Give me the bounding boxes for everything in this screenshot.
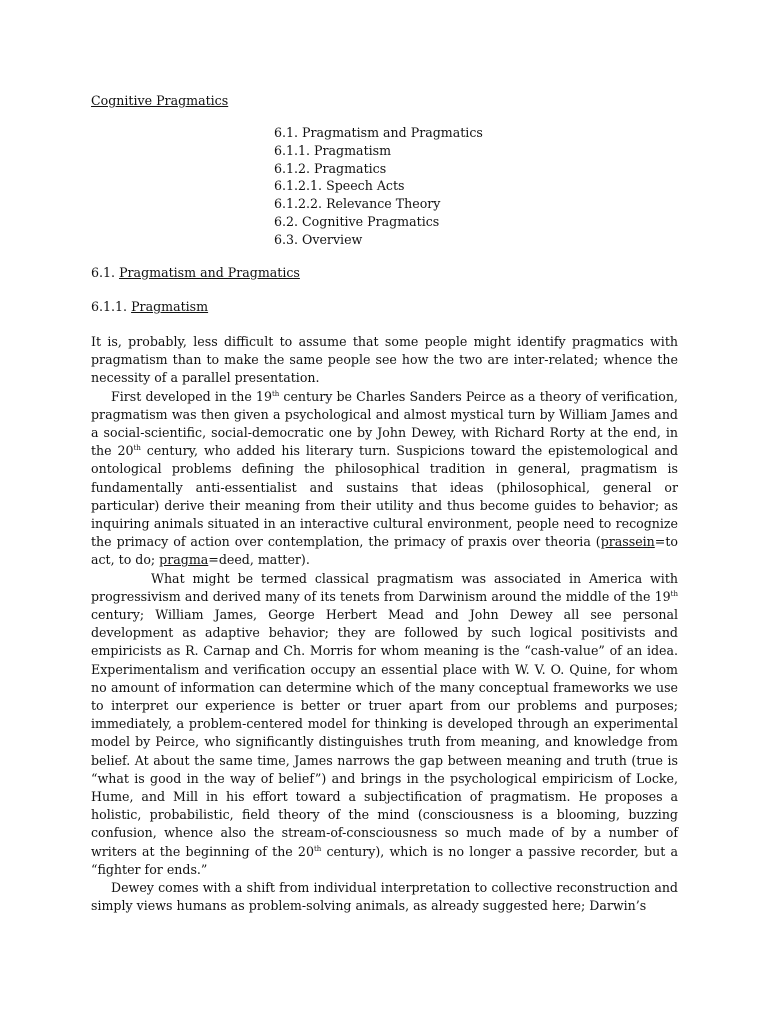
toc-entry: 6.1.2.2. Relevance Theory	[274, 196, 441, 212]
section-heading-6-1-1	[91, 298, 678, 316]
ordinal-suffix: th	[670, 589, 678, 598]
text-run: century), which is no longer a passive recorder, but a “fighter for ends.”	[91, 843, 678, 877]
section-number: 6.1.1.	[91, 298, 128, 314]
body-paragraph-4: Dewey comes with a shift from individual interpretation to collective reconstruction and simply views humans as problem-solving animals, as already suggested here; Darwin’s	[91, 880, 678, 914]
section-title: Pragmatism	[131, 298, 209, 314]
body-paragraph-1: It is, probably, less difficult to assume that some people might identify pragmatics with pragmatism than to make the same people see how the two are inter-related; whence the necessity of a parallel presentation.	[91, 333, 678, 386]
section-number: 6.1.	[91, 264, 116, 280]
greek-term-pragma: pragma	[159, 552, 209, 568]
text-run: What might be termed classical pragmatism was associated in America with progressivism and derived many of its tenets from Darwinism around the middle of the 19	[91, 570, 678, 604]
toc-entry: 6.1.2.1. Speech Acts	[274, 178, 405, 194]
text-run: =to act, to do;	[91, 534, 678, 568]
body-paragraph-2	[91, 388, 678, 570]
toc-entry: 6.2. Cognitive Pragmatics	[274, 213, 440, 229]
table-of-contents	[274, 124, 678, 249]
toc-entry: 6.1.2. Pragmatics	[274, 160, 387, 176]
toc-entry: 6.1.1. Pragmatism	[274, 142, 392, 158]
text-run: century be Charles Sanders Peirce as a theory of verification, pragmatism was then given a psychological and almost mystical turn by William James and a social-scientific, social-democratic one by John Dewey, with Richard Rorty at the end, in the 20	[91, 388, 678, 459]
body-paragraph-3	[91, 570, 678, 879]
section-heading-6-1	[91, 264, 678, 282]
text-run: century; William James, George Herbert Mead and John Dewey all see personal development as adaptive behavior; they are followed by such logical positivists and empiricists as R. Carnap and Ch. Morris for whom meaning is the “cash-value” of an idea. Experimentalism and verification occupy an essential place with W. V. O. Quine, for whom no amount of information can determine which of the many conceptual frameworks we use to interpret our experience is better or truer apart from our problems and purposes; immediately, a problem-centered model for thinking is developed through an experimental model by Peirce, who significantly distinguishes truth from meaning, and knowledge from belief. At about the same time, James narrows the gap between meaning and truth (true is “what is good in the way of belief”) and brings in the psychological empiricism of Locke, Hume, and Mill in his effort toward a subjectification of pragmatism. He proposes a holistic, probabilistic, field theory of the mind (consciousness is a blooming, buzzing confusion, whence also the stream-of-consciousness so much made of by a number of writers at the beginning of the 20	[91, 607, 678, 859]
toc-entry: 6.3. Overview	[274, 231, 363, 247]
text-run: First developed in the 19	[111, 388, 272, 404]
text-run: century, who added his literary turn. Suspicions toward the epistemological and ontological problems defining the philosophical tradition in general, pragmatism is fundamentally anti-essentialist and sustains that ideas (philosophical, general or particular) derive their meaning from their utility and thus become guides to behavior; as inquiring animals situated in an interactive cultural environment, people need to recognize the primacy of action over contemplation, the primacy of praxis over theoria (	[91, 443, 678, 550]
ordinal-suffix: th	[313, 844, 322, 853]
text-run: =deed, matter).	[208, 552, 310, 568]
document-title	[91, 92, 678, 110]
ordinal-suffix: th	[133, 444, 141, 453]
section-title: Pragmatism and Pragmatics	[119, 264, 300, 280]
greek-term-prassein: prassein	[600, 534, 655, 550]
ordinal-suffix: th	[271, 389, 280, 398]
document-title-text: Cognitive Pragmatics	[91, 93, 229, 108]
toc-entry: 6.1. Pragmatism and Pragmatics	[274, 125, 483, 140]
